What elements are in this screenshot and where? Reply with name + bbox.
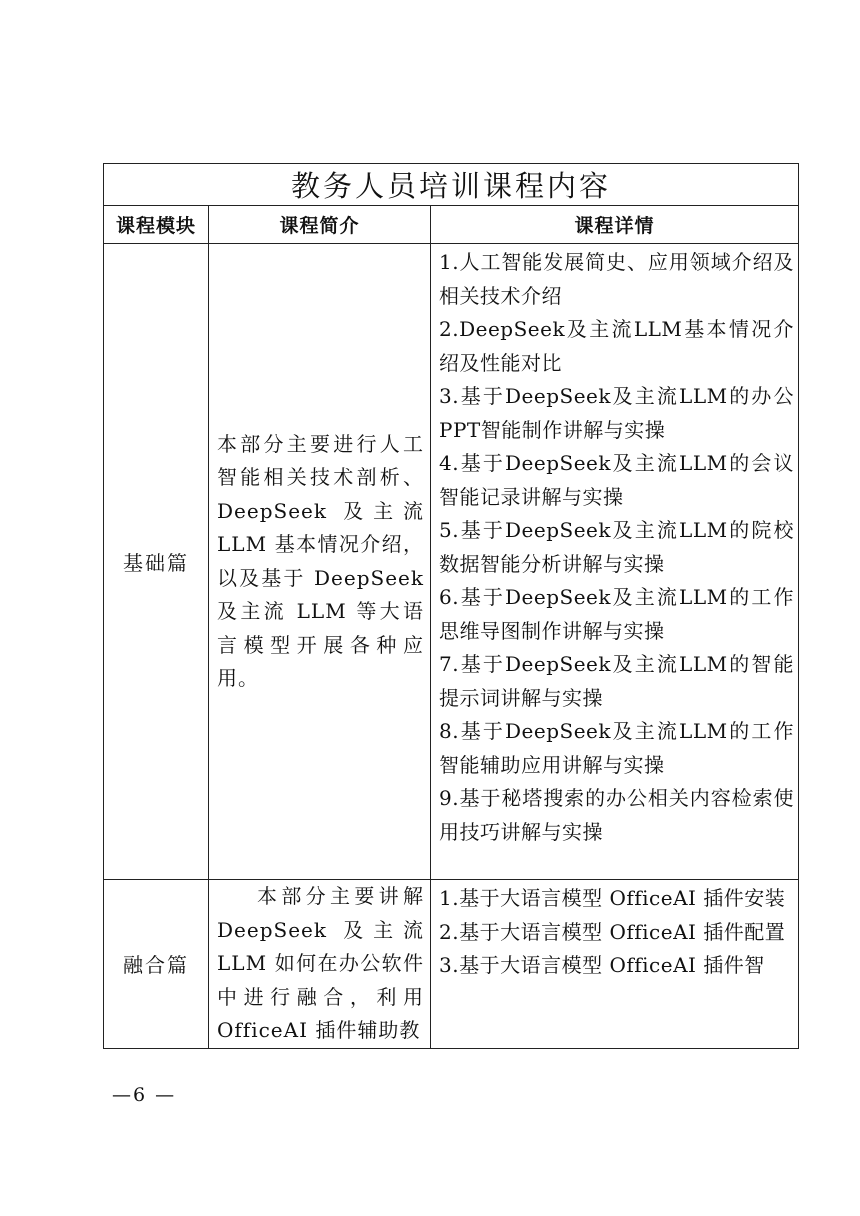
header-row	[104, 206, 799, 244]
table-row	[104, 244, 799, 880]
details-basic	[431, 244, 799, 880]
header-detail: 课程详情	[431, 206, 799, 244]
list-item: 9.基于秘塔搜索的办公相关内容检索使用技巧讲解与实操	[439, 786, 795, 844]
list-item: 8.基于DeepSeek及主流LLM的工作智能辅助应用讲解与实操	[439, 719, 795, 777]
list-item: 1.人工智能发展简史、应用领域介绍及相关技术介绍	[439, 250, 795, 308]
list-item: 2.DeepSeek及主流LLM基本情况介绍及性能对比	[439, 317, 795, 375]
intro-fusion-text: 本部分主要讲解 DeepSeek 及主流 LLM 如何在办公软件中进行融合，利用 OfficeAI 插件辅助教	[217, 884, 424, 1042]
list-item: 3.基于大语言模型 OfficeAI 插件智	[439, 953, 765, 977]
list-item: 5.基于DeepSeek及主流LLM的院校数据智能分析讲解与实操	[439, 518, 795, 576]
table-row	[104, 880, 799, 1049]
header-intro: 课程简介	[209, 206, 431, 244]
list-item: 7.基于DeepSeek及主流LLM的智能提示词讲解与实操	[439, 652, 795, 710]
list-item: 1.基于大语言模型 OfficeAI 插件安装	[439, 886, 786, 910]
header-module: 课程模块	[104, 206, 209, 244]
page-number: —6 —	[112, 1084, 177, 1106]
course-table	[103, 163, 799, 1049]
module-fusion: 融合篇	[104, 880, 209, 1049]
list-item: 4.基于DeepSeek及主流LLM的会议智能记录讲解与实操	[439, 451, 795, 509]
list-item: 3.基于DeepSeek及主流LLM的办公PPT智能制作讲解与实操	[439, 384, 795, 442]
title-row	[104, 164, 799, 206]
details-fusion	[431, 880, 799, 1049]
intro-basic-text: 本部分主要进行人工智能相关技术剖析、DeepSeek 及主流 LLM 基本情况介绍，以及基于 DeepSeek 及主流 LLM 等大语言模型开展各种应用。	[217, 431, 424, 690]
table-title: 教务人员培训课程内容	[104, 164, 799, 206]
intro-basic	[209, 244, 431, 880]
intro-fusion	[209, 880, 431, 1049]
list-item: 2.基于大语言模型 OfficeAI 插件配置	[439, 919, 786, 944]
module-basic: 基础篇	[104, 244, 209, 880]
list-item: 6.基于DeepSeek及主流LLM的工作思维导图制作讲解与实操	[439, 585, 795, 643]
